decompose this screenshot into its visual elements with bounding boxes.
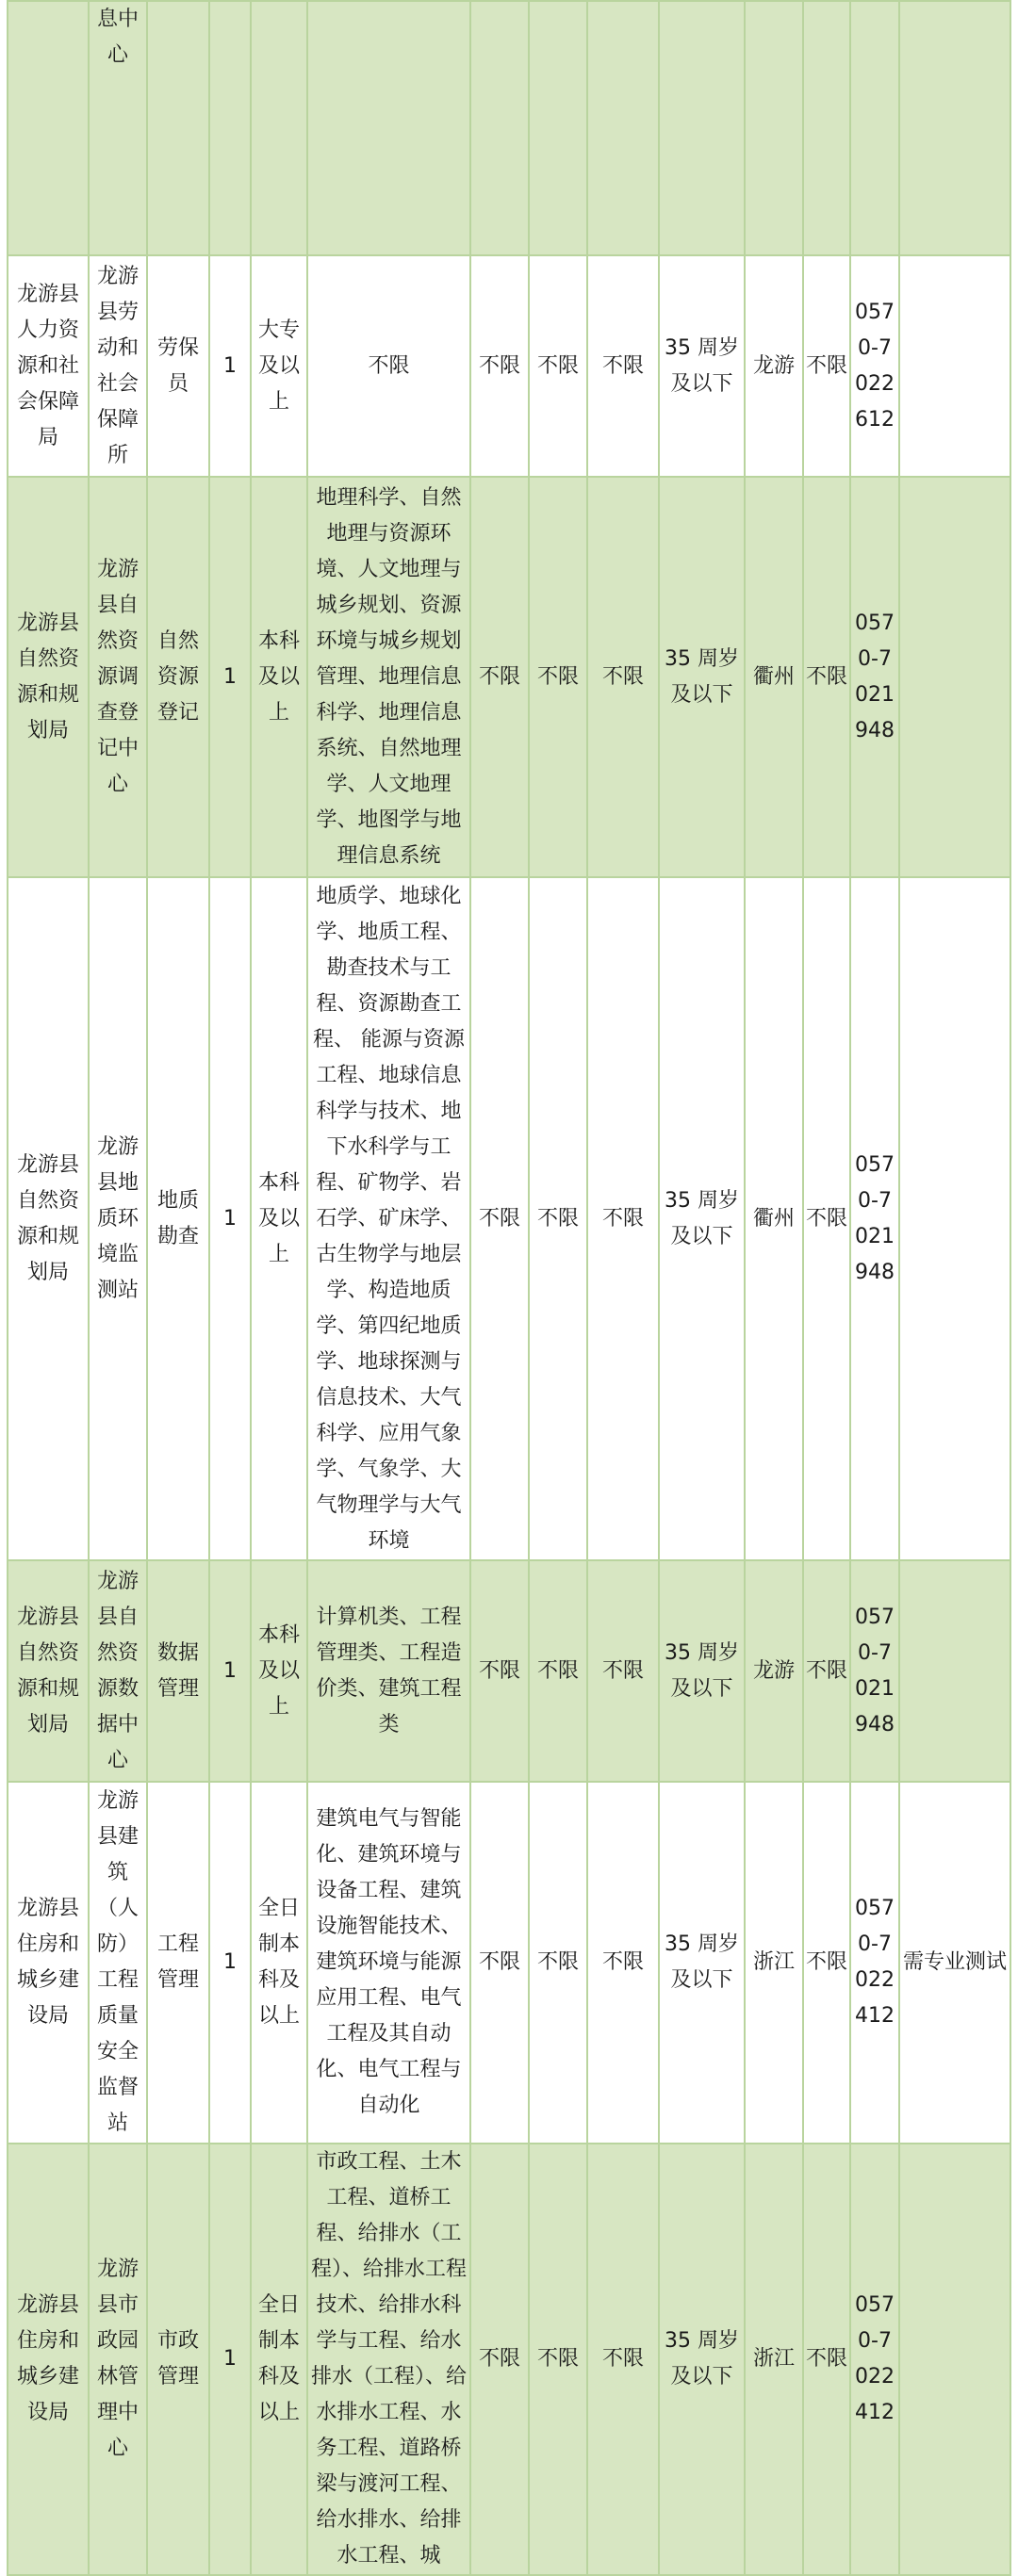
requirement-cell	[803, 877, 850, 1560]
requirement-cell	[470, 2144, 529, 2575]
major-cell	[307, 477, 470, 877]
major-cell	[307, 1782, 470, 2144]
requirement-cell	[587, 477, 659, 877]
education-cell	[251, 1, 307, 255]
requirement-cell	[529, 255, 587, 477]
major-cell-text: 建筑电气与智能化、建筑环境与设备工程、建筑设施智能技术、建筑环境与能源应用工程、电气工程及其自动化、电气工程与自动化	[316, 1807, 462, 2117]
note-cell	[899, 877, 1010, 1560]
unit-cell	[89, 1560, 147, 1782]
major-cell	[307, 255, 470, 477]
phone-cell-text: 0570-7022612	[855, 300, 895, 432]
requirement-cell-text: 不限	[536, 664, 579, 689]
phone-cell	[850, 877, 899, 1560]
table-row	[8, 255, 1010, 477]
age-cell	[659, 477, 745, 877]
age-cell	[659, 2144, 745, 2575]
education-cell-text: 本科及以上	[257, 628, 300, 725]
requirement-cell-text: 不限	[478, 353, 520, 378]
location-cell	[745, 877, 803, 1560]
requirement-cell	[529, 877, 587, 1560]
position-cell-text: 工程管理	[156, 1932, 199, 1992]
education-cell-text: 全日制本科及以上	[257, 1897, 300, 2028]
requirement-cell	[470, 877, 529, 1560]
education-cell-text: 大专及以上	[257, 318, 300, 414]
location-cell	[745, 2144, 803, 2575]
location-cell	[745, 255, 803, 477]
location-cell-text: 浙江	[752, 2347, 795, 2371]
note-cell	[899, 1, 1010, 255]
position-cell	[147, 1782, 209, 2144]
unit-cell	[89, 877, 147, 1560]
phone-cell	[850, 2144, 899, 2575]
requirement-cell-text: 不限	[478, 2347, 520, 2371]
requirement-cell-text: 不限	[601, 353, 644, 378]
headcount-cell	[209, 1560, 251, 1782]
requirement-cell	[470, 1, 529, 255]
department-cell-text: 龙游县住房和城乡建设局	[16, 2293, 79, 2424]
note-cell	[899, 1560, 1010, 1782]
requirement-cell	[587, 1, 659, 255]
requirement-cell-text: 不限	[536, 2347, 579, 2371]
requirement-cell	[803, 2144, 850, 2575]
location-cell-text: 龙游	[752, 353, 795, 378]
requirement-cell	[803, 255, 850, 477]
requirement-cell	[470, 255, 529, 477]
requirement-cell	[470, 1782, 529, 2144]
requirement-cell	[470, 477, 529, 877]
requirement-cell-text: 不限	[601, 1658, 644, 1683]
location-cell	[745, 1560, 803, 1782]
major-cell	[307, 2144, 470, 2575]
age-cell-text: 35 周岁及以下	[665, 335, 739, 396]
department-cell	[8, 1782, 89, 2144]
age-cell-text: 35 周岁及以下	[665, 1188, 739, 1248]
age-cell-text: 35 周岁及以下	[665, 2329, 739, 2389]
requirement-cell-text: 不限	[536, 1950, 579, 1974]
major-cell	[307, 877, 470, 1560]
phone-cell-text: 0570-7022412	[855, 1897, 895, 2028]
requirement-cell	[587, 1782, 659, 2144]
headcount-cell	[209, 877, 251, 1560]
headcount-cell-text: 1	[223, 1658, 237, 1683]
headcount-cell	[209, 2144, 251, 2575]
requirement-cell	[529, 1, 587, 255]
position-cell-text: 自然资源登记	[156, 628, 199, 725]
location-cell-text: 浙江	[752, 1950, 795, 1974]
headcount-cell	[209, 477, 251, 877]
table-row	[8, 1560, 1010, 1782]
major-cell-text: 地质学、地球化学、地质工程、勘查技术与工程、资源勘查工程、 能源与资源工程、地球信息科学与技术、地下水科学与工程、矿物学、岩石学、矿床学、古生物学与地层学、构造地质学、第四纪地质学、地球探测与信息技术、大气科学、应用气象学、气象学、大气物理学与大气环境	[313, 884, 465, 1553]
requirement-cell	[803, 1, 850, 255]
unit-cell	[89, 477, 147, 877]
table-row	[8, 877, 1010, 1560]
education-cell-text: 本科及以上	[257, 1622, 300, 1719]
department-cell-text: 龙游县人力资源和社会保障局	[16, 282, 79, 449]
requirement-cell-text: 不限	[536, 1658, 579, 1683]
headcount-cell-text: 1	[223, 1206, 237, 1231]
age-cell-text: 35 周岁及以下	[665, 646, 739, 707]
phone-cell-text: 0570-7021948	[855, 1605, 895, 1736]
location-cell-text: 衢州	[752, 1206, 795, 1231]
education-cell-text: 本科及以上	[257, 1170, 300, 1266]
requirement-cell-text: 不限	[806, 1658, 848, 1683]
position-cell	[147, 1, 209, 255]
phone-cell-text: 0570-7021948	[855, 1152, 895, 1284]
department-cell-text: 龙游县住房和城乡建设局	[16, 1897, 79, 2028]
recruitment-table	[7, 0, 1011, 2576]
headcount-cell	[209, 1, 251, 255]
note-cell	[899, 1782, 1010, 2144]
requirement-cell-text: 不限	[536, 1206, 579, 1231]
requirement-cell-text: 不限	[478, 1950, 520, 1974]
requirement-cell	[529, 1782, 587, 2144]
headcount-cell-text: 1	[223, 1950, 237, 1974]
unit-cell	[89, 255, 147, 477]
phone-cell	[850, 1782, 899, 2144]
table-row	[8, 1, 1010, 255]
location-cell-text: 衢州	[752, 664, 795, 689]
unit-cell	[89, 2144, 147, 2575]
department-cell	[8, 477, 89, 877]
department-cell	[8, 255, 89, 477]
location-cell	[745, 1, 803, 255]
unit-cell-text: 龙游县劳动和社会保障所	[96, 264, 139, 467]
position-cell-text: 数据管理	[156, 1640, 199, 1701]
age-cell-text: 35 周岁及以下	[665, 1640, 739, 1701]
unit-cell-text: 龙游县建筑（人防）工程质量安全监督站	[96, 1789, 139, 2135]
requirement-cell-text: 不限	[478, 1206, 520, 1231]
table-row	[8, 477, 1010, 877]
age-cell	[659, 255, 745, 477]
headcount-cell	[209, 255, 251, 477]
requirement-cell	[587, 2144, 659, 2575]
unit-cell-text: 龙游县市政园林管理中心	[96, 2258, 139, 2460]
education-cell	[251, 877, 307, 1560]
note-cell-text: 需专业测试	[902, 1950, 1007, 1974]
requirement-cell	[587, 1560, 659, 1782]
location-cell	[745, 477, 803, 877]
requirement-cell	[529, 477, 587, 877]
unit-cell	[89, 1782, 147, 2144]
requirement-cell-text: 不限	[478, 664, 520, 689]
phone-cell-text: 0570-7022412	[855, 2293, 895, 2424]
education-cell	[251, 477, 307, 877]
position-cell	[147, 2144, 209, 2575]
phone-cell-text: 0570-7021948	[855, 611, 895, 742]
education-cell	[251, 1782, 307, 2144]
major-cell-text: 地理科学、自然地理与资源环境、人文地理与城乡规划、资源环境与城乡规划管理、地理信息科学、地理信息系统、自然地理学、人文地理学、地图学与地理信息系统	[316, 485, 462, 868]
requirement-cell	[529, 1560, 587, 1782]
education-cell	[251, 1560, 307, 1782]
table-body	[8, 1, 1010, 2575]
headcount-cell-text: 1	[223, 2347, 237, 2371]
position-cell-text: 劳保员	[156, 335, 199, 396]
note-cell	[899, 2144, 1010, 2575]
location-cell	[745, 1782, 803, 2144]
position-cell	[147, 255, 209, 477]
requirement-cell-text: 不限	[806, 353, 848, 378]
education-cell	[251, 2144, 307, 2575]
requirement-cell-text: 不限	[601, 1950, 644, 1974]
note-cell	[899, 477, 1010, 877]
requirement-cell	[803, 1782, 850, 2144]
age-cell	[659, 1560, 745, 1782]
phone-cell	[850, 255, 899, 477]
major-cell	[307, 1, 470, 255]
requirement-cell	[529, 2144, 587, 2575]
phone-cell	[850, 1, 899, 255]
unit-cell-text: 龙游县自然资源调查登记中心	[96, 557, 139, 796]
major-cell	[307, 1560, 470, 1782]
position-cell	[147, 1560, 209, 1782]
unit-cell-text: 龙游县地质环境监测站	[96, 1134, 139, 1302]
requirement-cell	[587, 255, 659, 477]
age-cell	[659, 1, 745, 255]
requirement-cell-text: 不限	[601, 1206, 644, 1231]
unit-cell-text: 息中心	[96, 8, 139, 67]
age-cell	[659, 877, 745, 1560]
education-cell	[251, 255, 307, 477]
requirement-cell-text: 不限	[806, 1206, 848, 1231]
position-cell-text: 市政管理	[156, 2329, 199, 2389]
unit-cell	[89, 1, 147, 255]
table-row	[8, 1782, 1010, 2144]
major-cell-text: 市政工程、土木工程、道桥工程、给排水（工程）、给排水工程技术、给排水科学与工程、给水排水（工程）、给水排水工程、水务工程、道路桥梁与渡河工程、给水排水、给排水工程、城	[310, 2150, 467, 2568]
department-cell-text: 龙游县自然资源和规划局	[16, 1152, 79, 1284]
age-cell	[659, 1782, 745, 2144]
requirement-cell	[587, 877, 659, 1560]
position-cell	[147, 477, 209, 877]
note-cell	[899, 255, 1010, 477]
requirement-cell-text: 不限	[601, 664, 644, 689]
headcount-cell-text: 1	[223, 664, 237, 689]
major-cell-text: 不限	[368, 353, 410, 378]
department-cell-text: 龙游县自然资源和规划局	[16, 1605, 79, 1736]
headcount-cell	[209, 1782, 251, 2144]
department-cell-text: 龙游县自然资源和规划局	[16, 611, 79, 742]
requirement-cell-text: 不限	[536, 353, 579, 378]
position-cell	[147, 877, 209, 1560]
requirement-cell-text: 不限	[601, 2347, 644, 2371]
requirement-cell-text: 不限	[806, 2347, 848, 2371]
requirement-cell-text: 不限	[478, 1658, 520, 1683]
age-cell-text: 35 周岁及以下	[665, 1932, 739, 1992]
phone-cell	[850, 1560, 899, 1782]
requirement-cell-text: 不限	[806, 664, 848, 689]
unit-cell-text: 龙游县自然资源数据中心	[96, 1569, 139, 1772]
department-cell	[8, 1560, 89, 1782]
headcount-cell-text: 1	[223, 353, 237, 378]
position-cell-text: 地质勘查	[156, 1188, 199, 1248]
department-cell	[8, 1, 89, 255]
requirement-cell	[803, 477, 850, 877]
location-cell-text: 龙游	[752, 1658, 795, 1683]
requirement-cell	[803, 1560, 850, 1782]
table-row	[8, 2144, 1010, 2575]
department-cell	[8, 877, 89, 1560]
requirement-cell-text: 不限	[806, 1950, 848, 1974]
requirement-cell	[470, 1560, 529, 1782]
department-cell	[8, 2144, 89, 2575]
education-cell-text: 全日制本科及以上	[257, 2293, 300, 2424]
phone-cell	[850, 477, 899, 877]
major-cell-text: 计算机类、工程管理类、工程造价类、建筑工程类	[316, 1605, 462, 1736]
